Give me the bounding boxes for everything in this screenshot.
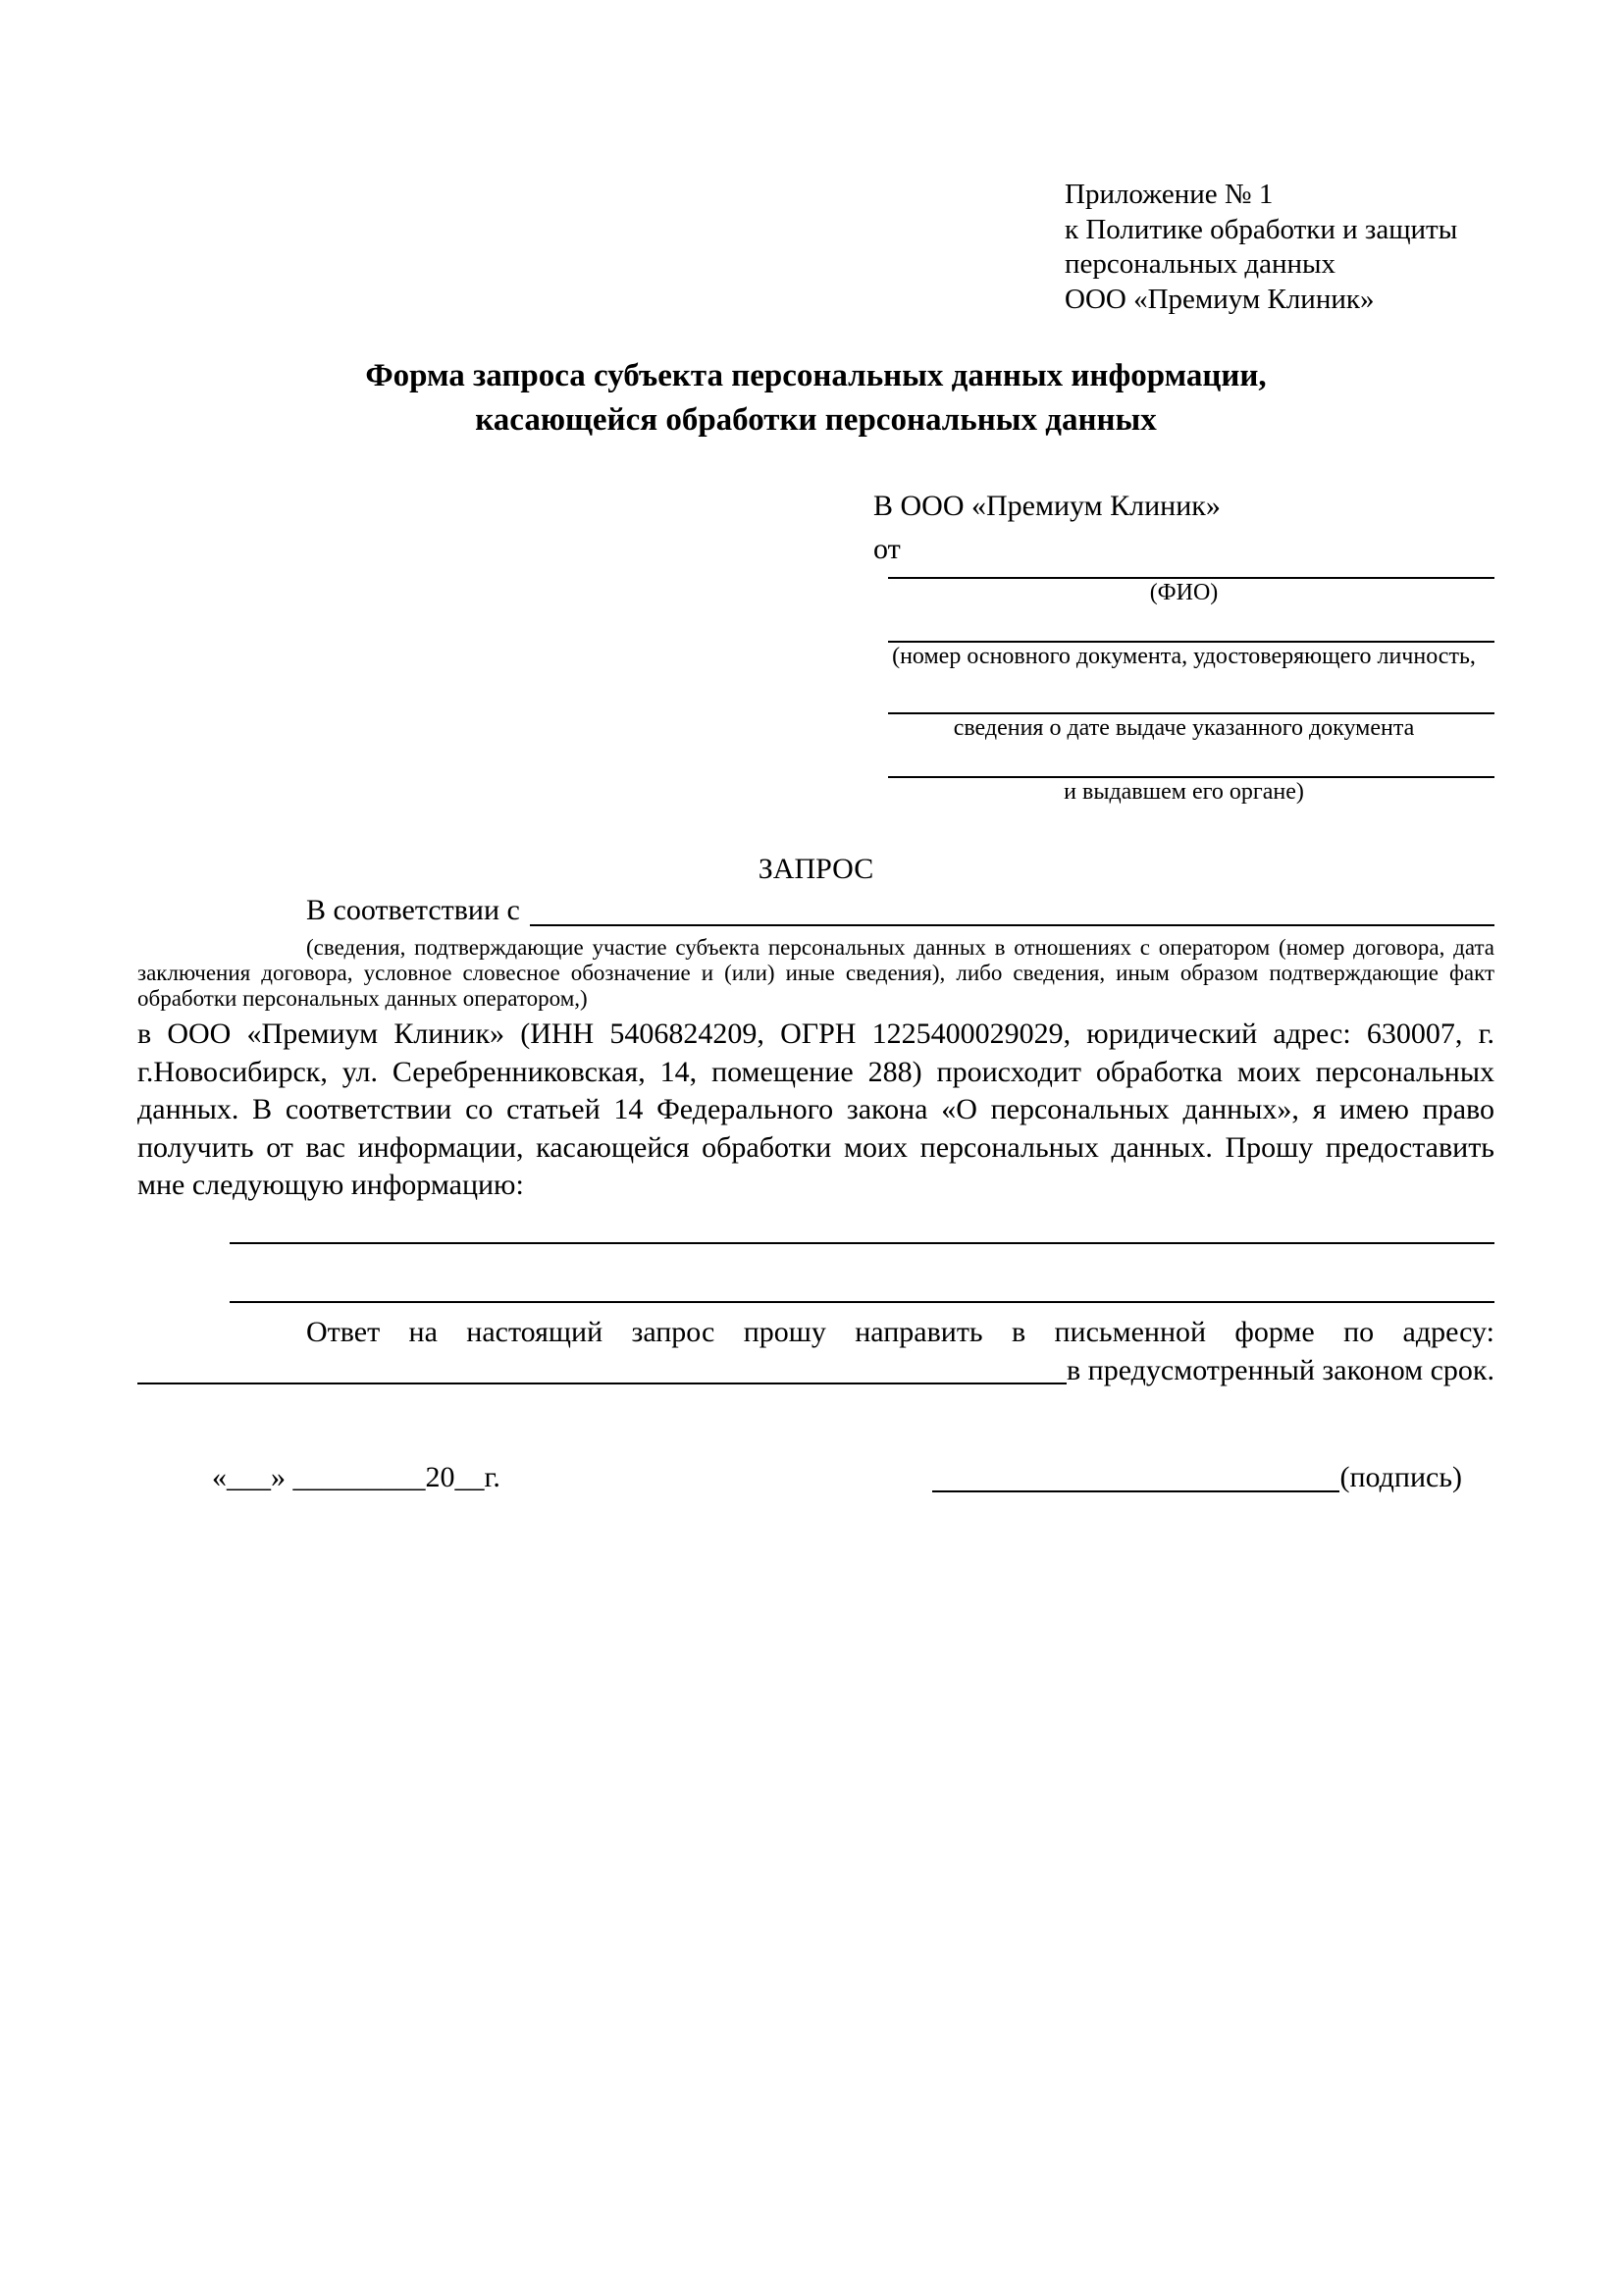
addressee-from-label: от — [873, 533, 901, 565]
annex-line-3: персональных данных — [1065, 248, 1336, 280]
accordance-lead: В соответствии с — [306, 894, 520, 926]
addressee-to: В ООО «Премиум Клиник» — [873, 490, 1221, 522]
reply-paragraph — [137, 1313, 1494, 1389]
fio-caption: (ФИО) — [1149, 580, 1219, 605]
reply-address-row — [137, 1351, 1494, 1389]
issue-date-blank-line — [888, 706, 1494, 714]
document-number-caption: (номер основного документа, удостоверяющего личность, — [892, 644, 1476, 669]
request-body-paragraph: в ООО «Премиум Клиник» (ИНН 5406824209, ОГРН 1225400029029, юридический адрес: 630007, г. г.Новосибирск, ул. Серебренниковская, 14, помещение 288) происходит обработка моих персональных данных. В соответствии со статьей 14 Федерального закона «О персональных данных», я имею право получить от вас информации, касающейся обработки моих персональных данных. Прошу предоставить мне следующую информацию: — [137, 1018, 1494, 1201]
annex-block — [1065, 178, 1457, 317]
issuing-authority-blank-line — [888, 770, 1494, 778]
signature-row — [212, 1458, 1462, 1497]
document-title — [137, 354, 1494, 443]
annex-line-4: ООО «Премиум Клиник» — [1065, 283, 1375, 315]
addressee-block — [873, 485, 1494, 806]
signature-caption: (подпись) — [1339, 1461, 1462, 1493]
fio-blank-line — [888, 571, 1494, 579]
request-heading: ЗАПРОС — [758, 853, 874, 885]
requested-info-blank-line-1 — [230, 1242, 1494, 1244]
issue-date-caption: сведения о дате выдаче указанного документа — [953, 715, 1415, 741]
annex-line-1: Приложение № 1 — [1065, 179, 1274, 210]
reply-tail: в предусмотренный законом срок. — [1067, 1354, 1494, 1386]
accordance-note: (сведения, подтверждающие участие субъекта персональных данных в отношениях с оператором (номер договора, дата заключения договора, условное словесное обозначение и (или) иные сведения), либо сведения, иным образом подтверждающие факт обработки персональных данных оператором,) — [137, 935, 1494, 1011]
requested-info-blank-line-2 — [230, 1301, 1494, 1303]
accordance-row — [137, 891, 1494, 930]
signature-group — [932, 1458, 1462, 1497]
annex-line-2: к Политике обработки и защиты — [1065, 213, 1458, 245]
address-blank-line — [137, 1351, 1067, 1384]
signature-blank-line — [932, 1458, 1339, 1492]
reply-line: Ответ на настоящий запрос прошу направить в письменной форме по адресу: — [306, 1316, 1494, 1348]
document-number-blank-line — [888, 635, 1494, 643]
accordance-blank-line — [530, 891, 1494, 926]
date-blank: «___» _________20__г. — [212, 1461, 500, 1493]
title-line-2: касающейся обработки персональных данных — [475, 402, 1157, 438]
title-line-1: Форма запроса субъекта персональных данных информации, — [365, 358, 1267, 393]
issuing-authority-caption: и выдавшем его органе) — [1064, 779, 1304, 805]
